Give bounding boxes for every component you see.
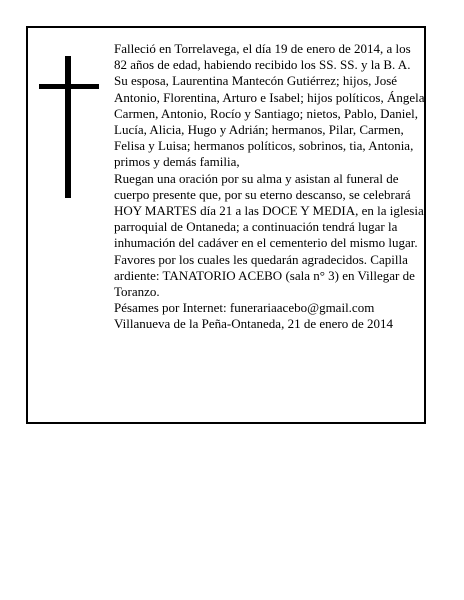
family-list: Su esposa, Laurentina Mantecón Gutiérrez; hijos, José Antonio, Florentina, Arturo e Isabel; hijos políticos, Ángela Carmen, Antonio, Rocío y Santiago; nietos, Pablo, Daniel, Lucía, Alicia, Hugo y Adrián; hermanos, Pilar, Carmen, Felisa y Luisa; hermanos políticos, sobrinos, tia, Antonia, primos y demás familia, [114,73,425,170]
condolences-email: Pésames por Internet: funerariaacebo@gmail.com [114,300,375,316]
death-announcement: Falleció en Torrelavega, el día 19 de enero de 2014, a los 82 años de edad, habiendo recibido los SS. SS. y la B. A. [114,41,411,73]
cross-vertical-bar [65,56,71,198]
obituary-notice [26,26,426,424]
place-date: Villanueva de la Peña-Ontaneda, 21 de enero de 2014 [114,316,393,332]
cross-icon [39,56,99,198]
notice-text [114,41,426,333]
funeral-details: Ruegan una oración por su alma y asistan al funeral de cuerpo presente que, por su eterno descanso, se celebrará HOY MARTES día 21 a las DOCE Y MEDIA, en la iglesia parroquial de Ontaneda; a continuación tendrá lugar la inhumación del cadáver en el cementerio del mismo lugar. Favores por los cuales les quedarán agradecidos. Capilla ardiente: TANATORIO ACEBO (sala n° 3) en Villegar de Toranzo. [114,170,424,300]
cross-horizontal-bar [39,84,99,89]
